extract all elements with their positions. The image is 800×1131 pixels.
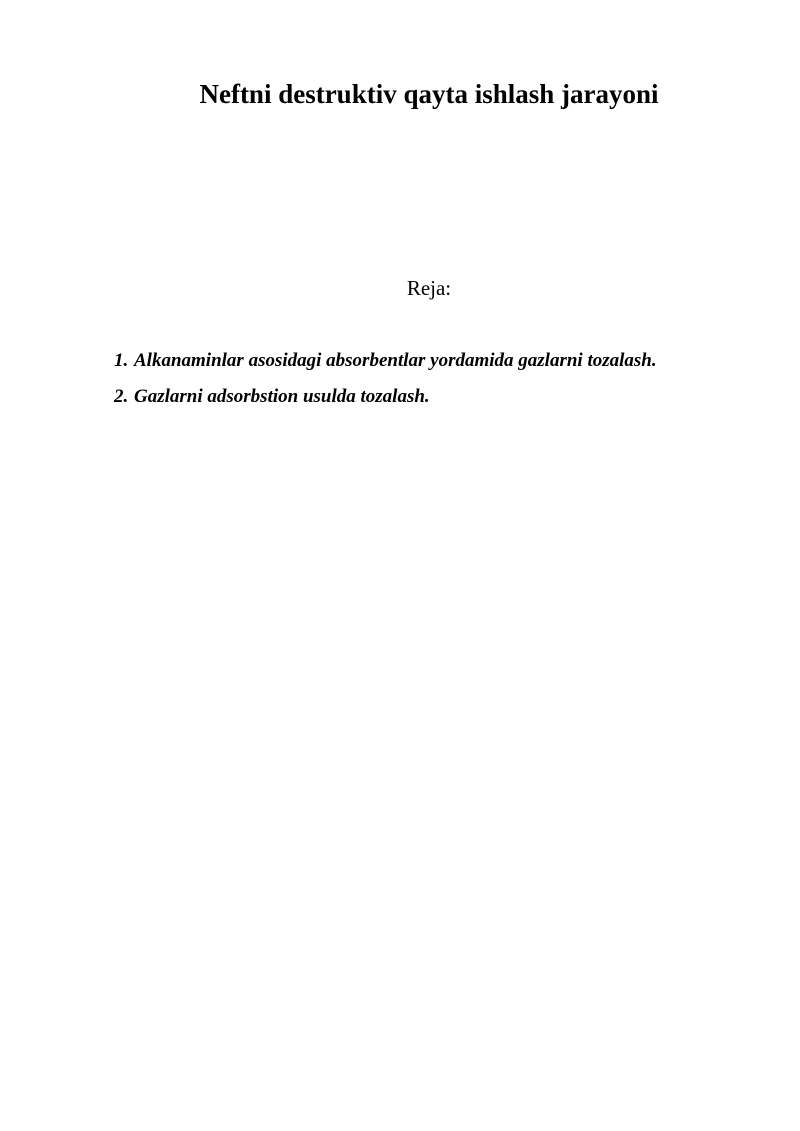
document-title: Neftni destruktiv qayta ishlash jarayoni xyxy=(199,79,659,109)
plan-list xyxy=(114,343,657,415)
plan-item-text: Alkanaminlar asosidagi absorbentlar yordamida gazlarni tozalash. xyxy=(134,350,657,371)
plan-item xyxy=(114,343,657,379)
plan-item-number: 1. xyxy=(114,350,129,371)
plan-item-text: Gazlarni adsorbstion usulda tozalash. xyxy=(134,386,430,407)
plan-heading: Reja: xyxy=(406,276,452,300)
plan-item-number: 2. xyxy=(114,386,129,407)
plan-item xyxy=(114,379,657,415)
